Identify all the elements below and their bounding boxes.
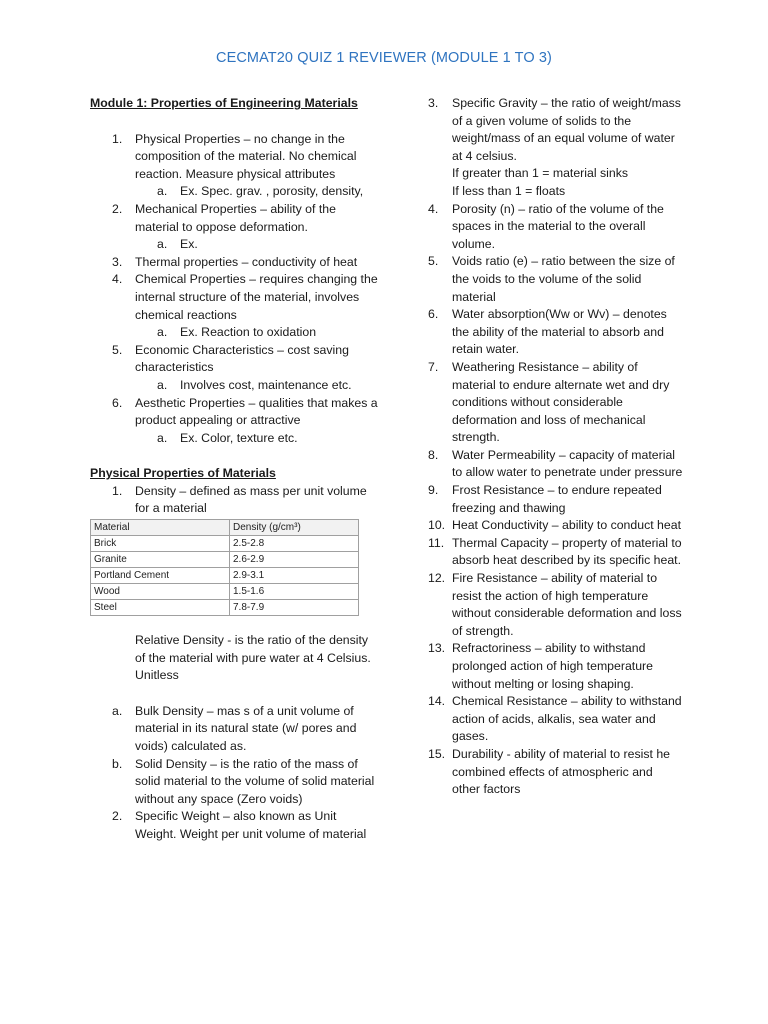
list-text: Water Permeability – capacity of material to allow water to penetrate under pressure (452, 447, 683, 480)
list-text: Economic Characteristics – cost saving characteristics (135, 342, 349, 375)
list-item (428, 482, 683, 517)
list-number: 2. (112, 201, 123, 216)
list-letter: a. (157, 430, 168, 445)
list-number: 3. (112, 254, 123, 269)
list-text: Chemical Properties – requires changing the internal structure of the material, involves chemical reactions (135, 272, 378, 322)
list-number: 9. (428, 483, 439, 498)
table-cell: 1.5-1.6 (230, 584, 359, 600)
list-number: 14. (428, 694, 446, 709)
list-text: Physical Properties – no change in the composition of the material. No chemical reaction. Measure physical attributes (135, 131, 357, 181)
list-number: 5. (112, 342, 123, 357)
list-item (428, 746, 683, 799)
list-number: 6. (112, 395, 123, 410)
list-text: Specific Weight – also known as Unit Weight. Weight per unit volume of material (135, 809, 367, 841)
list-number: 12. (428, 571, 446, 586)
list-text: Ex. (180, 237, 198, 252)
table-cell: 2.5-2.8 (230, 536, 359, 552)
list-text: Fire Resistance – ability of material to resist the action of high temperature without considerable deformation and loss of strength. (452, 571, 682, 638)
list-item (428, 95, 683, 201)
list-text: Heat Conductivity – ability to conduct heat (452, 518, 681, 533)
table-cell: Steel (91, 600, 230, 616)
list-text: Mechanical Properties – ability of the material to oppose deformation. (135, 201, 336, 234)
list-item (90, 201, 380, 236)
table-row (91, 552, 359, 568)
physical-properties-heading: Physical Properties of Materials (90, 466, 276, 481)
table-row (91, 600, 359, 616)
table-cell: Wood (91, 584, 230, 600)
list-text: Aesthetic Properties – qualities that makes a product appealing or attractive (135, 395, 378, 428)
list-item (90, 395, 380, 430)
list-text: Weathering Resistance – ability of material to endure alternate wet and dry conditions without considerable deformation and loss of mechanical strength. (452, 359, 670, 445)
table-row (91, 536, 359, 552)
sub-list-item (90, 183, 380, 201)
list-text: Thermal Capacity – property of material to absorb heat described by its specific heat. (452, 535, 682, 568)
table-header-cell: Density (g/cm³) (230, 520, 359, 536)
list-item (428, 517, 683, 535)
list-text: Water absorption(Ww or Wv) – denotes the ability of the material to absorb and retain water. (452, 307, 667, 357)
sub-list-item (90, 756, 380, 809)
list-letter: a. (112, 703, 123, 718)
list-text: Chemical Resistance – ability to withstand action of acids, alkalis, sea water and gases. (452, 694, 682, 744)
list-text: Solid Density – is the ratio of the mass of solid material to the volume of solid material without any space (Zero voids) (135, 756, 375, 806)
list-number: 4. (112, 272, 123, 287)
list-text: If less than 1 = floats (452, 183, 566, 198)
sub-list-item (90, 236, 380, 254)
list-item (428, 253, 683, 306)
sub-list-item (90, 324, 380, 342)
list-item (90, 342, 380, 377)
list-letter: a. (157, 377, 168, 392)
table-row (91, 568, 359, 584)
list-item (428, 570, 683, 640)
list-item (428, 201, 683, 254)
list-number: 6. (428, 307, 439, 322)
list-item (428, 447, 683, 482)
list-text: Thermal properties – conductivity of heat (135, 254, 358, 269)
list-text: Refractoriness – ability to withstand prolonged action of high temperature without melting or losing shaping. (452, 641, 653, 691)
list-text: Specific Gravity – the ratio of weight/mass of a given volume of solids to the weight/mass of an equal volume of water at 4 celsius. (452, 96, 681, 163)
list-item (90, 254, 380, 272)
list-letter: b. (112, 756, 123, 771)
list-number: 1. (112, 483, 123, 498)
list-number: 5. (428, 254, 439, 269)
list-number: 11. (428, 535, 445, 550)
list-number: 7. (428, 359, 439, 374)
density-table (90, 519, 359, 616)
list-text: Involves cost, maintenance etc. (180, 377, 352, 392)
table-header-row (91, 520, 359, 536)
list-number: 8. (428, 447, 439, 462)
table-cell: 2.6-2.9 (230, 552, 359, 568)
list-number: 2. (112, 809, 123, 824)
list-item (90, 808, 380, 843)
list-text: Durability - ability of material to resist he combined effects of atmospheric and other factors (452, 746, 671, 797)
table-cell: Granite (91, 552, 230, 568)
module1-heading: Module 1: Properties of Engineering Materials (90, 96, 358, 110)
list-number: 15. (428, 746, 446, 761)
table-header-cell: Material (91, 520, 230, 536)
list-text: Ex. Reaction to oxidation (180, 325, 317, 340)
list-number: 3. (428, 96, 439, 110)
list-text: Density – defined as mass per unit volume for a material (135, 483, 367, 516)
right-column (428, 95, 683, 799)
list-item (428, 535, 683, 570)
list-number: 10. (428, 518, 446, 533)
list-text: Voids ratio (e) – ratio between the size of the voids to the volume of the solid material (452, 254, 675, 304)
document-title: CECMAT20 QUIZ 1 REVIEWER (MODULE 1 TO 3) (216, 50, 552, 66)
table-cell: Portland Cement (91, 568, 230, 584)
list-letter: a. (157, 325, 168, 340)
list-text: If greater than 1 = material sinks (452, 166, 628, 181)
list-text: Porosity (n) – ratio of the volume of the spaces in the material to the overall volume. (452, 201, 664, 251)
list-number: 13. (428, 641, 446, 656)
list-item (428, 693, 683, 746)
left-column (90, 95, 380, 844)
table-cell: 2.9-3.1 (230, 568, 359, 584)
list-item (90, 483, 380, 518)
sub-list-item (90, 703, 380, 756)
list-text: Bulk Density – mas s of a unit volume of material in its natural state (w/ pores and voids) calculated as. (135, 703, 357, 754)
table-row (91, 584, 359, 600)
list-number: 4. (428, 201, 439, 216)
list-number: 1. (112, 131, 123, 146)
list-text: Frost Resistance – to endure repeated freezing and thawing (452, 483, 662, 515)
sub-list-item (90, 430, 380, 448)
list-text: Ex. Spec. grav. , porosity, density, (180, 184, 364, 199)
list-text: Ex. Color, texture etc. (180, 430, 298, 445)
relative-density-text: Relative Density - is the ratio of the density of the material with pure water at 4 Celsius. Unitless (135, 633, 371, 683)
list-item (90, 131, 380, 184)
list-letter: a. (157, 237, 168, 252)
list-letter: a. (157, 184, 168, 199)
list-item (428, 359, 683, 447)
list-item (428, 640, 683, 693)
list-item (90, 271, 380, 324)
sub-list-item (90, 377, 380, 395)
list-item (428, 306, 683, 359)
table-cell: 7.8-7.9 (230, 600, 359, 616)
table-cell: Brick (91, 536, 230, 552)
